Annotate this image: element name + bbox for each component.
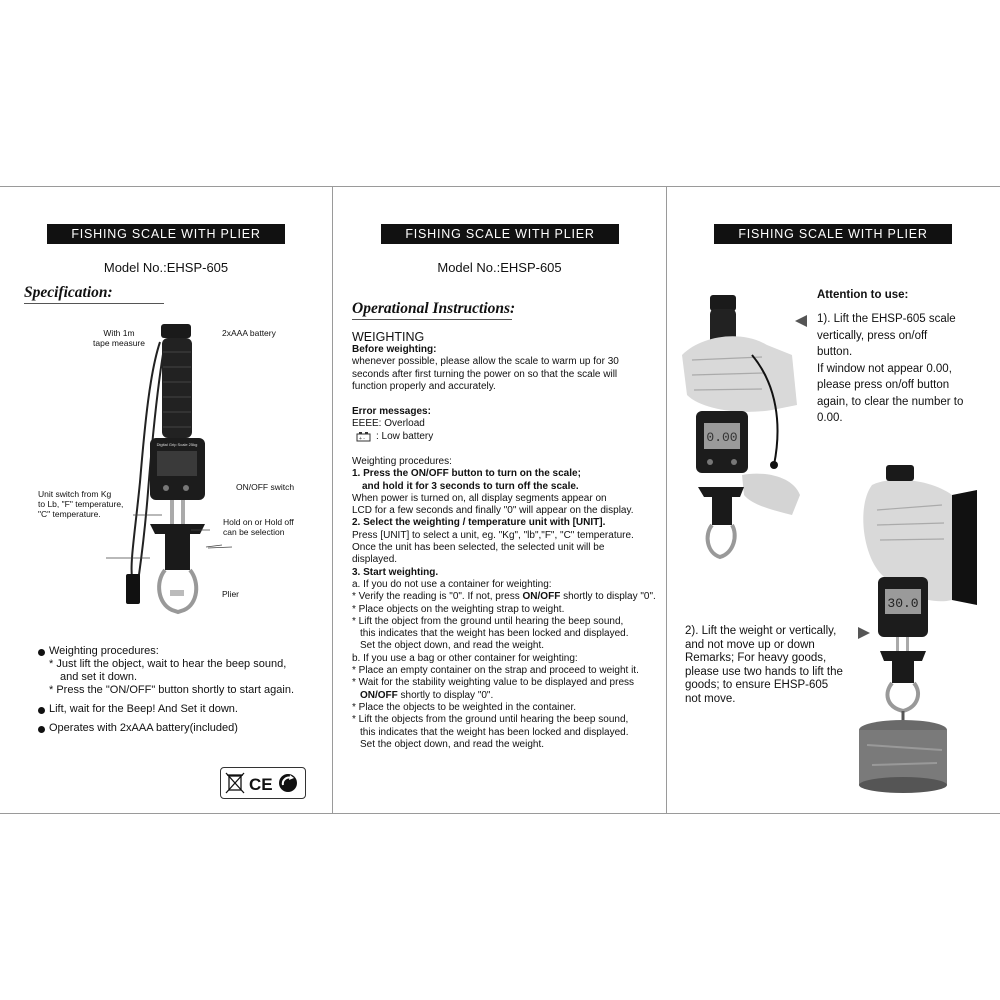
pointer-right-icon	[858, 627, 870, 639]
model-number: Model No.:EHSP-605	[103, 260, 229, 275]
onoff-switch-label: ON/OFF switch	[236, 482, 295, 492]
specification-title: Specification:	[24, 284, 113, 301]
attention-panel	[667, 187, 1000, 813]
operational-title: Operational Instructions:	[352, 300, 516, 317]
error-messages: Error messages: EEEE: Overload + - : Low battery	[352, 406, 434, 442]
ce-mark: CE	[249, 775, 273, 794]
weee-bin-icon	[226, 773, 244, 793]
hold-label: Hold on or Hold off can be selection	[223, 517, 294, 537]
instructions-panel	[333, 187, 667, 813]
svg-text:0.00: 0.00	[706, 430, 738, 445]
hand-holding-scale-photo	[682, 295, 802, 565]
instruction-sheet	[0, 186, 1000, 814]
attention-title: Attention to use:	[817, 289, 909, 301]
display-reading: 30.0	[887, 596, 919, 611]
scale-product-image	[0, 312, 333, 642]
before-weighting: Before weighting: whenever possible, please allow the scale to warm up for 30 seconds after first turning the power on so that the scale will function properly and accurately.	[352, 344, 619, 392]
bullet-weighting-procedures: Weighting procedures: * Just lift the object, wait to hear the beep sound, and set it down. * Press the "ON/OFF" button shortly to start again.	[38, 645, 328, 697]
battery-label: 2xAAA battery	[222, 328, 276, 338]
plier-label: Plier	[222, 589, 240, 599]
tape-measure-label: With 1m tape measure	[93, 328, 145, 348]
weighting-procedures: Weighting procedures: 1. Press the ON/OFF button to turn on the scale; and hold it for 3 seconds to turn off the scale. When power is turned on, all display segments appear on LCD for a few seconds and finally "0" will appear on the display. 2. Select the weighting / temperature unit with [UNIT]. Press [UNIT] to select a unit, eg. "Kg", "lb","F", "C" temperature. Once the unit has been selected, the selected unit will be displayed. 3. Start weighting. a. If you do not use a container for weighting: * Verify the reading is "0". If not, press ON/OFF shortly to display "0". * Place objects on the weighting strap to weight. * Lift the object from the ground until hearing the beep sound, this indicates that the weight has been locked and displayed. Set the object down, and read the weight. b. If you use a bag or other container for weighting: * Place an empty container on the strap and proceed to weight it. * Wait for the stability weighting value to be displayed and press ON/OFF shortly to display "0". * Place the objects to be weighted in the container. * Lift the objects from the ground until hearing the beep sound, this indicates that the weight has been locked and displayed. Set the object down, and read the weight.	[352, 456, 656, 750]
weighting-heading: WEIGHTING	[352, 330, 425, 344]
bullet-lift-wait: Lift, wait for the Beep! And Set it down.	[38, 703, 328, 716]
low-battery-icon	[356, 432, 372, 442]
specification-panel	[0, 187, 333, 813]
model-number: Model No.:EHSP-605	[437, 260, 562, 275]
title-underline	[352, 319, 512, 320]
pointer-left-icon	[795, 315, 807, 327]
certification-box	[220, 767, 306, 799]
attention-step-2: 2). Lift the weight or vertically, and not move up or down Remarks; For heavy goods, please use two hands to lift the goods; to ensure EHSP-605 not move.	[685, 625, 843, 705]
header-bar: FISHING SCALE WITH PLIER	[714, 224, 952, 244]
bullet-battery: Operates with 2xAAA battery(included)	[38, 722, 328, 735]
device-label: Digital Grip Scale 25kg	[156, 442, 198, 447]
svg-text:+ -: + -	[359, 435, 365, 442]
lifting-weight-photo	[852, 465, 977, 795]
header-bar: FISHING SCALE WITH PLIER	[47, 224, 285, 244]
title-underline	[24, 303, 164, 304]
unit-switch-label: Unit switch from Kg to Lb, "F" temperature, "C" temperature.	[38, 489, 124, 519]
attention-step-1: 1). Lift the EHSP-605 scale vertically, press on/off button. If window not appear 0.00, please press on/off button again, to clear the number to 0.00.	[817, 313, 964, 424]
recycle-icon	[279, 774, 297, 792]
header-bar: FISHING SCALE WITH PLIER	[381, 224, 619, 244]
